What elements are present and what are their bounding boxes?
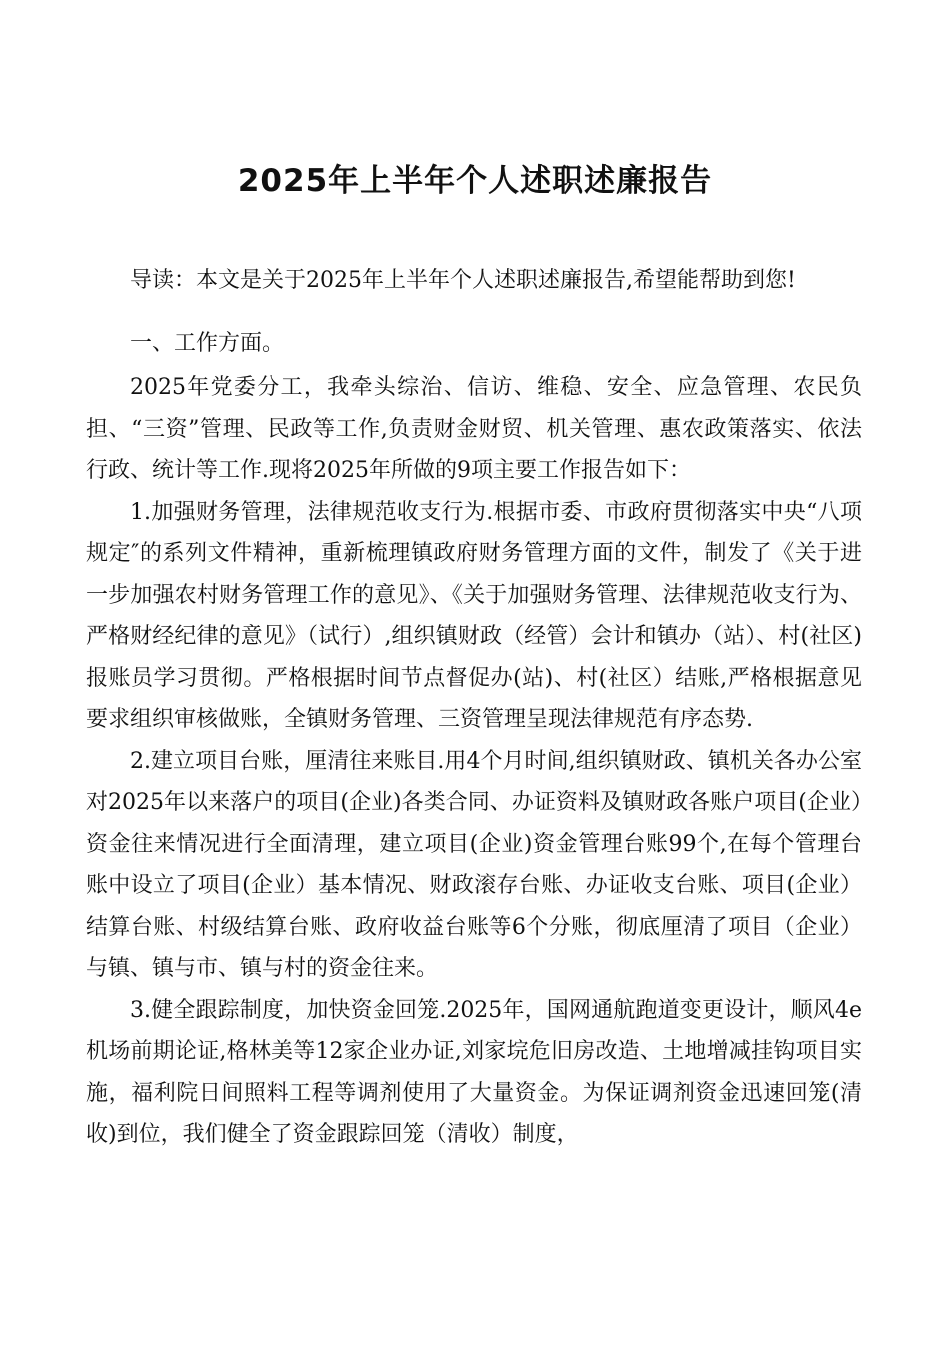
intro-paragraph: 导读：本文是关于2025年上半年个人述职述廉报告,希望能帮助到您! [130, 268, 796, 293]
body-paragraph: 1.加强财务管理，法律规范收支行为.根据市委、市政府贯彻落实中央“八项规定″的系列文件精神，重新梳理镇政府财务管理方面的文件，制发了《关于进一步加强农村财务管理工作的意见》、《关于加强财务管理、法律规范收支行为、严格财经纪律的意见》（试行）,组织镇财政（经管）会计和镇办（站）、村(社区)报账员学习贯彻。严格根据时间节点督促办(站)、村(社区）结账,严格根据意见要求组织审核做账，全镇财务管理、三资管理呈现法律规范有序态势. [86, 499, 862, 732]
body-paragraph: 3.健全跟踪制度，加快资金回笼.2025年，国网通航跑道变更设计，顺风4e机场前期论证,格林美等12家企业办证,刘家垸危旧房改造、土地增减挂钩项目实施，福利院日间照料工程等调剂使用了大量资金。为保证调剂资金迅速回笼(清收)到位，我们健全了资金跟踪回笼（清收）制度， [86, 997, 862, 1147]
body-paragraph: 2025年党委分工，我牵头综治、信访、维稳、安全、应急管理、农民负担、“三资”管理、民政等工作,负责财金财贸、机关管理、惠农政策落实、依法行政、统计等工作.现将2025年所做的9项主要工作报告如下： [86, 375, 862, 483]
document-title: 2025年上半年个人述职述廉报告 [237, 163, 713, 199]
section-heading: 一、工作方面。 [130, 330, 285, 356]
body-paragraph: 2.建立项目台账，厘清往来账目.用4个月时间,组织镇财政、镇机关各办公室对2025年以来落户的项目(企业)各类合同、办证资料及镇财政各账户项目(企业）资金往来情况进行全面清理，建立项目(企业)资金管理台账99个,在每个管理台账中设立了项目(企业）基本情况、财政滚存台账、办证收支台账、项目(企业）结算台账、村级结算台账、政府收益台账等6个分账，彻底厘清了项目（企业）与镇、镇与市、镇与村的资金往来。 [86, 748, 862, 981]
document-body [86, 260, 862, 1156]
